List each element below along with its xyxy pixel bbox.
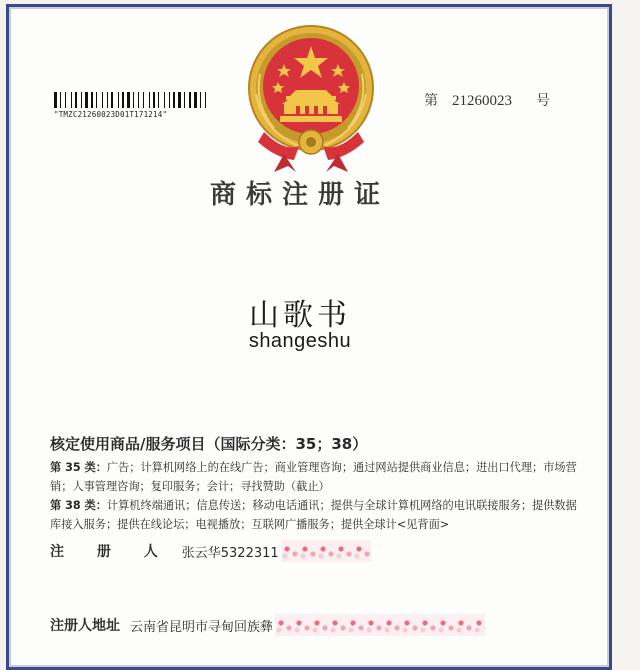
reg-suffix: 号 <box>536 93 550 109</box>
address-label: 注册人地址 <box>50 618 120 634</box>
reg-number: 21260023 <box>452 93 512 109</box>
barcode-text: "TMZC21260023D01T171214" <box>54 110 168 119</box>
certificate-title: 商标注册证 <box>209 180 390 210</box>
registrant-value: 张云华5322311 <box>181 545 279 561</box>
trademark-chinese: 山歌书 <box>249 298 351 333</box>
redaction-mask <box>275 614 485 636</box>
trademark-pinyin: shangeshu <box>248 330 352 352</box>
class-38-label: 第 38 类： <box>50 499 107 512</box>
reg-prefix: 第 <box>424 93 438 109</box>
class-38-text: 计算机终端通讯；信息传送；移动电话通讯；提供与全球计算机网络的电讯联接服务；提供数据库接入服务；提供在线论坛；电视播放；互联网广播服务；提供全球计<见背面> <box>50 499 577 531</box>
redaction-mask <box>281 540 371 562</box>
class-35-label: 第 35 类： <box>50 461 107 474</box>
address-row <box>50 614 485 636</box>
goods-description <box>50 458 578 534</box>
address-value: 云南省昆明市寻甸回族彝 <box>130 619 274 635</box>
class-35-text: 广告；计算机网络上的在线广告；商业管理咨询；通过网站提供商业信息；进出口代理；市场营销；人事管理咨询；复印服务；会计；寻找赞助（截止） <box>50 461 577 493</box>
goods-heading: 核定使用商品/服务项目（国际分类：35；38） <box>50 435 368 453</box>
national-emblem-icon <box>244 24 378 174</box>
registrant-row <box>50 540 371 562</box>
registration-number <box>424 90 550 110</box>
barcode-block <box>54 92 209 119</box>
registrant-label: 注 册 人 <box>50 544 172 560</box>
barcode <box>54 92 209 108</box>
